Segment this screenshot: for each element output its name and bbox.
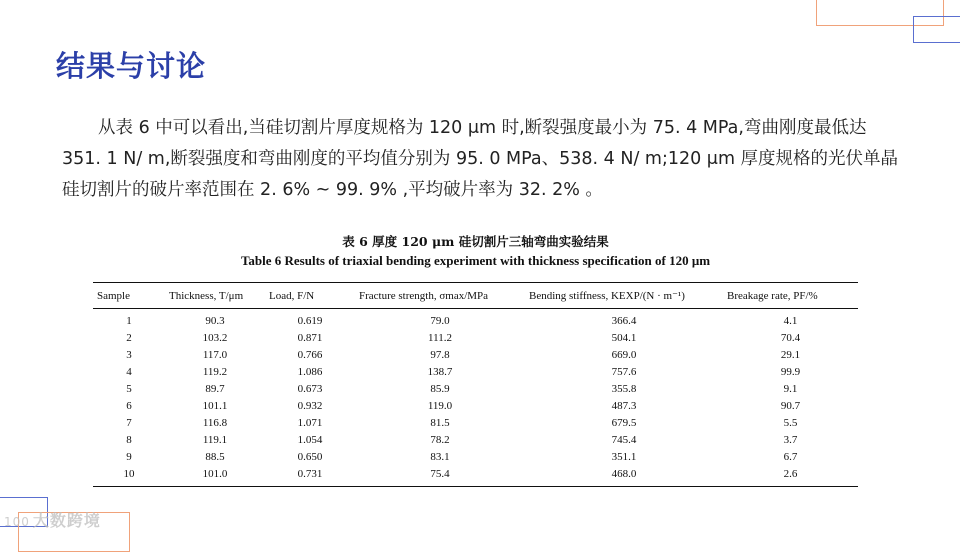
cell-load: 1.086 <box>297 365 323 378</box>
cell-sample: 3 <box>126 348 132 361</box>
cell-bending-stiffness: 757.6 <box>611 365 637 378</box>
cell-fracture-strength: 79.0 <box>430 314 450 327</box>
cell-fracture-strength: 75.4 <box>430 467 450 480</box>
cell-fracture-strength: 138.7 <box>427 365 453 378</box>
cell-thickness: 101.0 <box>202 467 228 480</box>
cell-bending-stiffness: 487.3 <box>611 399 637 412</box>
cell-load: 0.650 <box>297 450 323 463</box>
cell-breakage-rate: 99.9 <box>780 365 801 378</box>
cell-thickness: 88.5 <box>205 450 225 463</box>
cell-load: 1.054 <box>297 433 323 446</box>
cell-sample: 8 <box>126 433 132 446</box>
cell-load: 0.673 <box>297 382 323 395</box>
header-bending-stiffness: Bending stiffness, KEXP/(N · m⁻¹) <box>525 283 723 309</box>
cell-breakage-rate: 2.6 <box>783 467 798 480</box>
cell-sample: 10 <box>123 467 135 480</box>
cell-bending-stiffness: 504.1 <box>611 331 637 344</box>
cell-thickness: 89.7 <box>205 382 225 395</box>
table-row <box>93 380 858 397</box>
cell-breakage-rate: 6.7 <box>783 450 798 463</box>
cell-bending-stiffness: 366.4 <box>611 314 637 327</box>
header-sample: Sample <box>93 283 165 309</box>
table-header-row <box>93 283 858 309</box>
table-row <box>93 397 858 414</box>
table-row <box>93 346 858 363</box>
cell-fracture-strength: 119.0 <box>427 399 453 412</box>
slide-title: 结果与讨论 <box>56 49 207 83</box>
cell-fracture-strength: 83.1 <box>430 450 450 463</box>
cell-bending-stiffness: 669.0 <box>611 348 637 361</box>
cell-sample: 9 <box>126 450 132 463</box>
cell-fracture-strength: 81.5 <box>430 416 450 429</box>
cell-load: 0.766 <box>297 348 323 361</box>
cell-thickness: 119.2 <box>202 365 228 378</box>
cell-breakage-rate: 29.1 <box>780 348 801 361</box>
cell-load: 0.871 <box>297 331 323 344</box>
cell-fracture-strength: 111.2 <box>428 331 452 344</box>
results-table-block <box>93 232 858 487</box>
cell-sample: 6 <box>126 399 132 412</box>
cell-sample: 5 <box>126 382 132 395</box>
table-row <box>93 431 858 448</box>
cell-load: 0.932 <box>297 399 323 412</box>
cell-thickness: 103.2 <box>202 331 228 344</box>
cell-thickness: 90.3 <box>205 314 225 327</box>
table-row <box>93 363 858 380</box>
table-row <box>93 309 858 330</box>
cell-bending-stiffness: 679.5 <box>611 416 637 429</box>
cell-load: 0.619 <box>297 314 323 327</box>
watermark <box>4 508 101 531</box>
cell-bending-stiffness: 745.4 <box>611 433 637 446</box>
header-thickness: Thickness, T/μm <box>165 283 265 309</box>
cell-sample: 2 <box>126 331 132 344</box>
header-breakage-rate: Breakage rate, PF/% <box>723 283 858 309</box>
cell-fracture-strength: 85.9 <box>430 382 450 395</box>
watermark-logo: 100 <box>4 515 30 529</box>
cell-breakage-rate: 4.1 <box>783 314 798 327</box>
cell-bending-stiffness: 351.1 <box>611 450 637 463</box>
results-table <box>93 282 858 487</box>
cell-bending-stiffness: 355.8 <box>611 382 637 395</box>
table-row <box>93 414 858 431</box>
table-row <box>93 448 858 465</box>
watermark-text: 大数跨境 <box>32 511 101 530</box>
cell-thickness: 117.0 <box>202 348 228 361</box>
body-paragraph: 从表 6 中可以看出,当硅切割片厚度规格为 120 μm 时,断裂强度最小为 75. 4 MPa,弯曲刚度最低达351. 1 N/ m,断裂强度和弯曲刚度的平均值分别为 95. 0 MPa、538. 4 N/ m;120 μm 厚度规格的光伏单晶硅切割片的破片率范围在 2. 6% ~ 99. 9% ,平均破片率为 32. 2% 。 <box>62 118 899 200</box>
cell-breakage-rate: 3.7 <box>783 433 798 446</box>
decorative-frame-blue-top <box>913 16 960 43</box>
table-caption-english: Table 6 Results of triaxial bending experiment with thickness specification of 120 μm <box>240 253 711 268</box>
cell-breakage-rate: 9.1 <box>783 382 798 395</box>
cell-thickness: 119.1 <box>202 433 228 446</box>
cell-load: 1.071 <box>297 416 323 429</box>
cell-thickness: 116.8 <box>202 416 228 429</box>
table-body <box>93 309 858 487</box>
table-row <box>93 329 858 346</box>
table-caption-chinese: 表 6 厚度 120 μm 硅切割片三轴弯曲实验结果 <box>342 234 609 249</box>
cell-fracture-strength: 97.8 <box>430 348 450 361</box>
cell-load: 0.731 <box>297 467 323 480</box>
cell-breakage-rate: 5.5 <box>783 416 798 429</box>
table-row <box>93 465 858 487</box>
header-load: Load, F/N <box>265 283 355 309</box>
cell-breakage-rate: 90.7 <box>780 399 801 412</box>
cell-fracture-strength: 78.2 <box>430 433 450 446</box>
header-fracture-strength: Fracture strength, σmax/MPa <box>355 283 525 309</box>
cell-thickness: 101.1 <box>202 399 228 412</box>
cell-bending-stiffness: 468.0 <box>611 467 637 480</box>
cell-sample: 1 <box>126 314 132 327</box>
cell-sample: 4 <box>126 365 132 378</box>
cell-sample: 7 <box>126 416 132 429</box>
cell-breakage-rate: 70.4 <box>780 331 801 344</box>
